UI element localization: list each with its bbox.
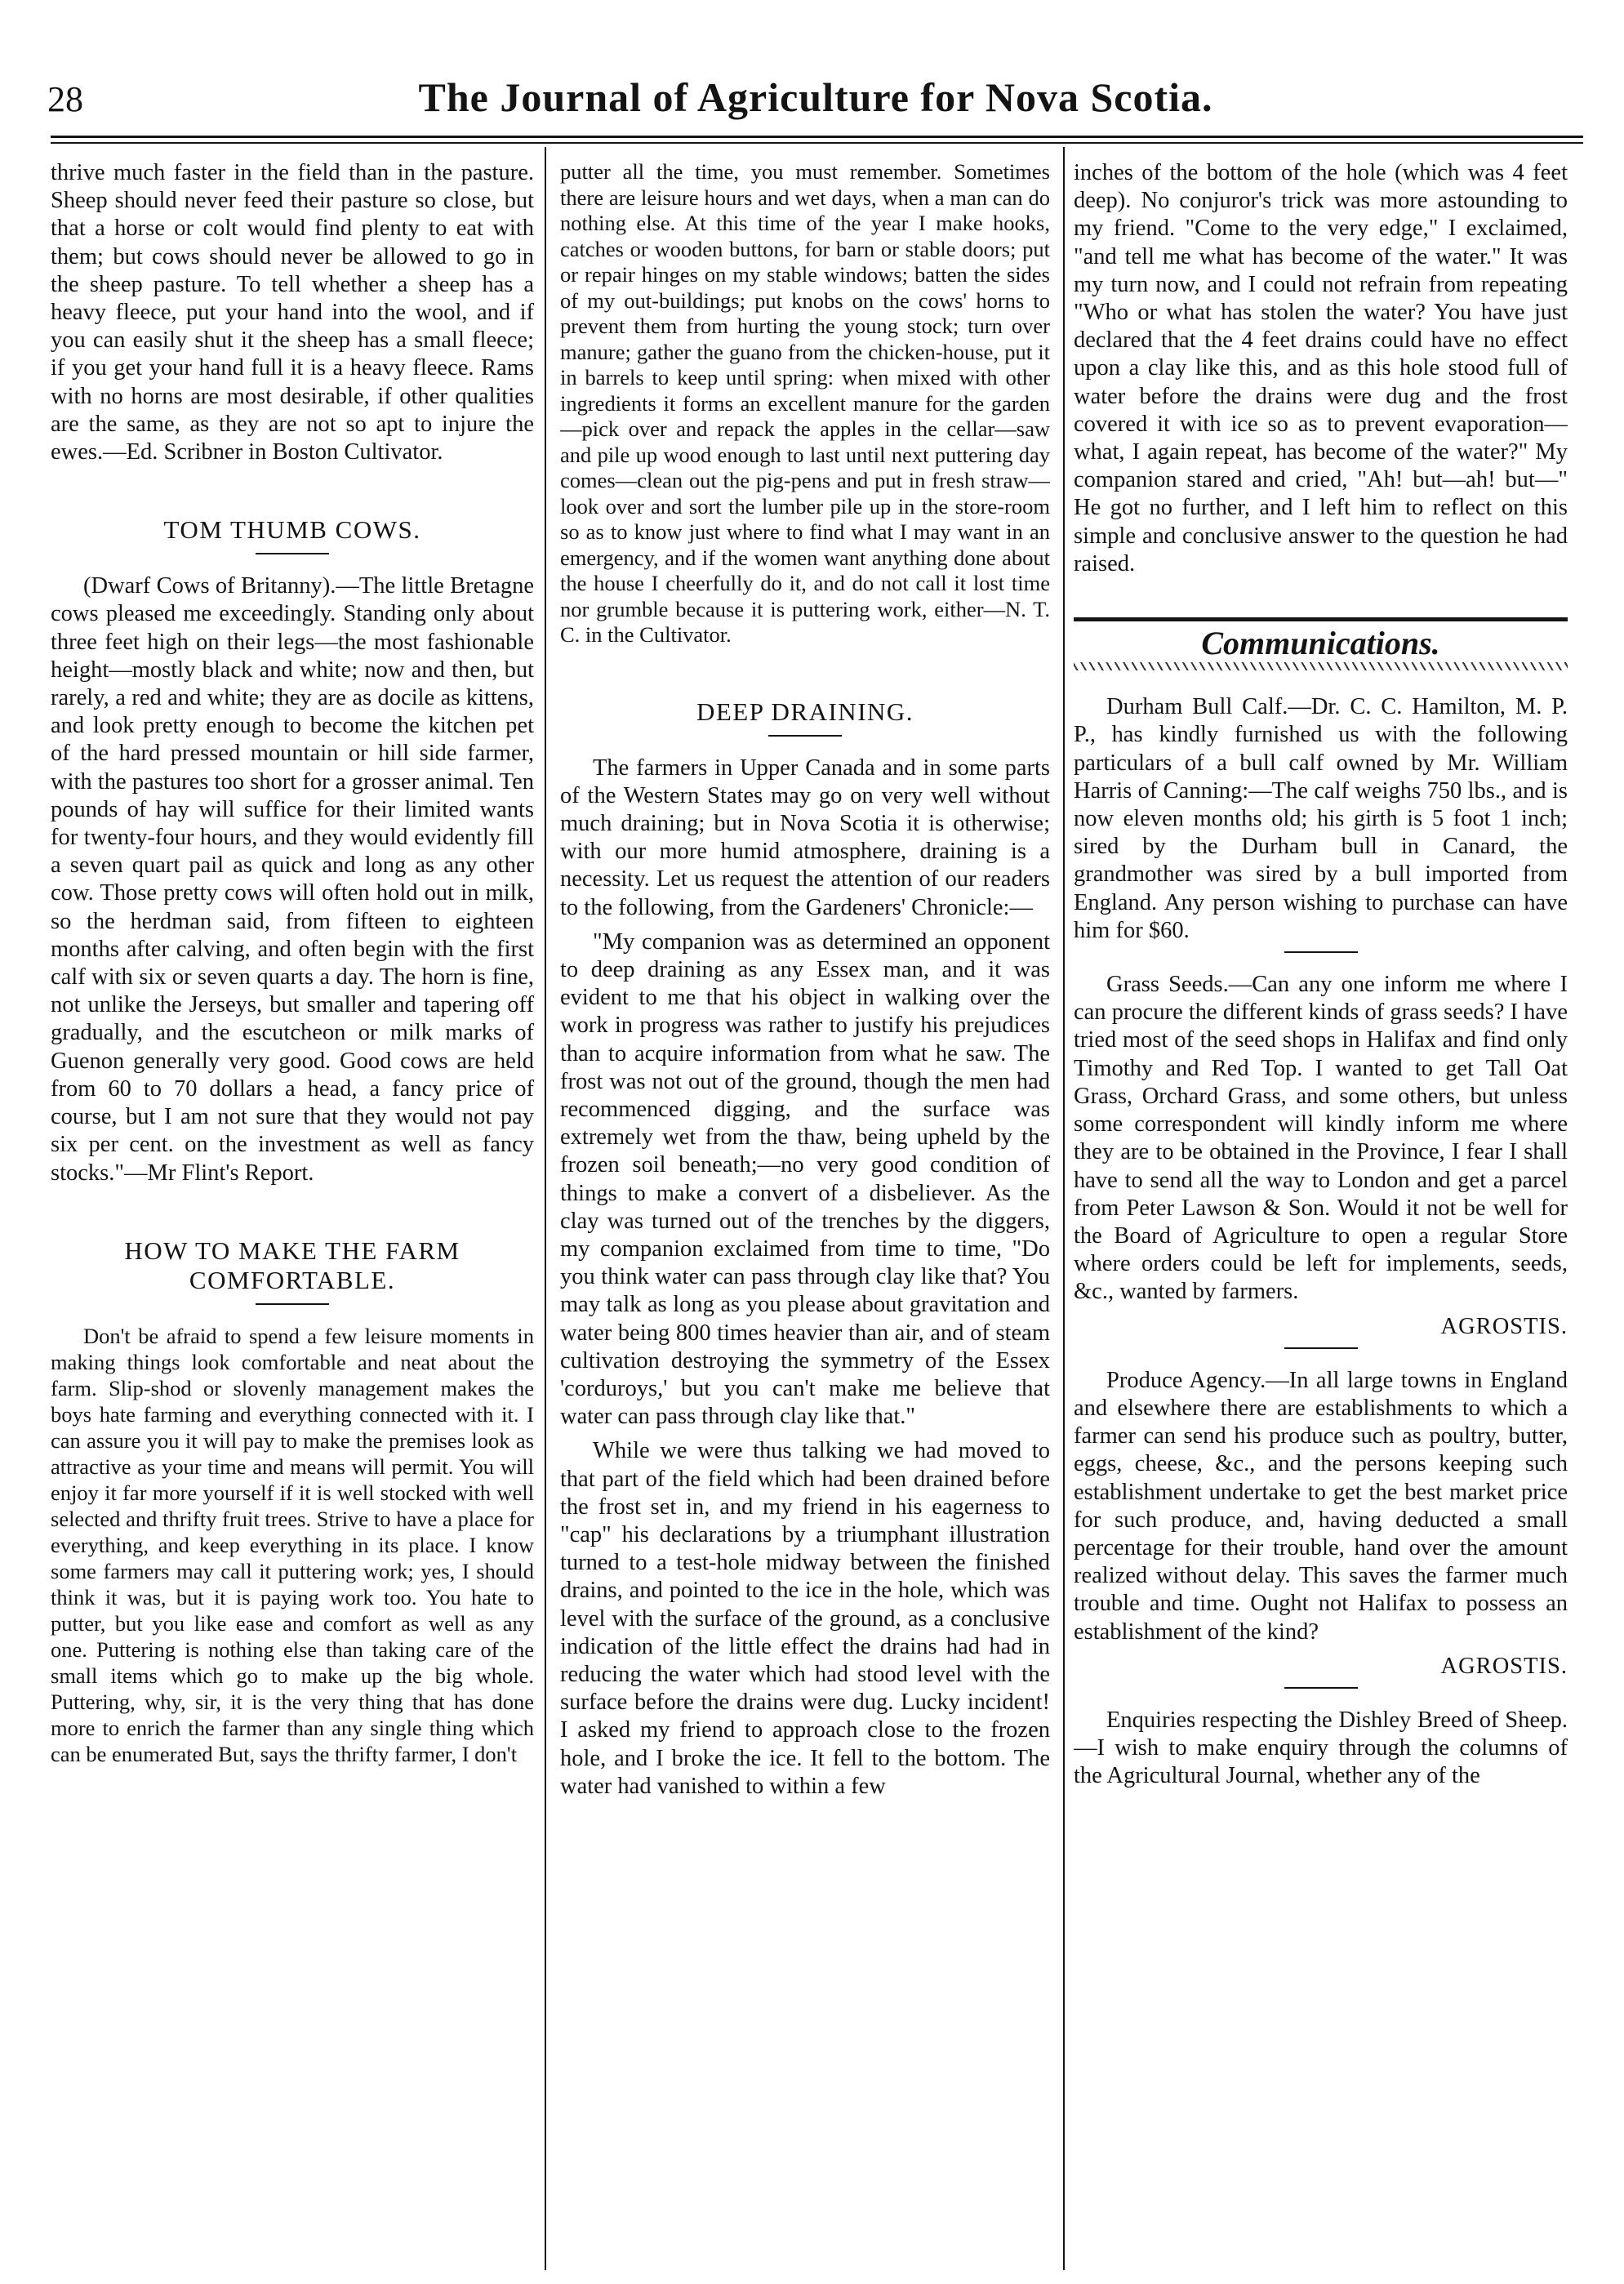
author-signature: AGROSTIS. bbox=[1440, 1313, 1568, 1339]
divider bbox=[256, 553, 329, 554]
column-left bbox=[51, 159, 534, 2274]
section-rule bbox=[1074, 617, 1568, 621]
divider bbox=[256, 1303, 329, 1305]
article-paragraph: "My companion was as determined an opponent to deep draining as any Essex man, and it was evident to me that his object in walking over the work in progress was rather to justify his prejudices than to acquire information from what he saw. The frost was not out of the ground, though the men had recommenced digging, and the surface was extremely wet from the thaw, being upheld by the frozen soil beneath;—no very good condition of things to make a convert of a disbeliever. As the clay was turned out of the trenches by the diggers, my companion exclaimed from time to time, "Do you think water can pass through clay like that? You may talk as long as you please about gravitation and water being 800 times heavier than air, and of steam cultivation destroying the symmetry of the Essex 'corduroys,' but you can't make me believe that water can pass through clay like that." bbox=[560, 928, 1050, 1430]
article-paragraph: Grass Seeds.—Can any one inform me where I can procure the different kinds of grass seeds? I have tried most of the seed shops in Halifax and find only Timothy and Red Top. I wanted to get Tall Oat Grass, Orchard Grass, and some others, but unless some correspondent will kindly inform me where they are to be obtained in the Province, I fear I shall have to send all the way to London and get a parcel from Peter Lawson & Son. Would it not be well for the Board of Agriculture to open a regular Store where orders could be left for implements, seeds, &c., wanted by farmers. bbox=[1074, 972, 1568, 1305]
article-paragraph: inches of the bottom of the hole (which was 4 feet deep). No conjuror's trick was more astounding to my friend. "Come to the very edge," I exclaimed, "and tell me what has become of the water." It was my turn now, and I could not refrain from repeating "Who or what has stolen the water? You have just declared that the 4 feet drains could have no effect upon a clay like this, and as this hole stood full of water before the drains were dug and the frost covered it with ice so as to prevent evaporation—what, I again repeat, has become of the water?" My companion stared and cried, "Ah! but—ah! but—" He got no further, and I left him to reflect on this simple and conclusive answer to the question he had raised. bbox=[1074, 160, 1568, 577]
header-rule bbox=[51, 136, 1583, 138]
article-heading: HOW TO MAKE THE FARM COMFORTABLE. bbox=[124, 1235, 461, 1294]
article-paragraph: Durham Bull Calf.—Dr. C. C. Hamilton, M. P. P., has kindly furnished us with the following particulars of a bull calf owned by Mr. William Harris of Canning:—The calf weighs 750 lbs., and is now eleven months old; his girth is 5 foot 1 inch; sired by the Durham bull in Canard, the grandmother was sired by a bull imported from England. Any person wishing to purchase can have him for $60. bbox=[1074, 694, 1568, 943]
article-paragraph: The farmers in Upper Canada and in some parts of the Western States may go on very well without much draining; but in Nova Scotia it is otherwise; with our more humid atmosphere, draining is a necessity. Let us request the attention of our readers to the following, from the Gardeners' Chronicle:— bbox=[560, 755, 1050, 920]
wavy-divider bbox=[1074, 662, 1568, 670]
article-paragraph: Don't be afraid to spend a few leisure moments in making things look comfortable and neat about the farm. Slip-shod or slovenly management makes the boys hate farming and everything connected with it. I can assure you it will pay to make the premises look as attractive as your time and means will permit. You will enjoy it far more yourself if it is well stocked with well selected and thrifty fruit trees. Strive to have a place for everything, and keep everything in its place. I know some farmers may call it puttering work; yes, I should think it was, but it is paying work too. You hate to putter, but you like ease and comfort as well as any one. Puttering is nothing else than taking care of the small items which go to make up the big whole. Puttering, why, sir, it is the very thing that has done more to enrich the farmer than any single thing which can be enumerated But, says the thrifty farmer, I don't bbox=[51, 1323, 534, 1766]
journal-title: The Journal of Agriculture for Nova Scotia. bbox=[418, 74, 1213, 120]
page-header bbox=[47, 73, 1584, 139]
divider bbox=[768, 735, 842, 737]
divider bbox=[1284, 1347, 1358, 1349]
divider bbox=[1284, 951, 1358, 953]
article-heading: TOM THUMB COWS. bbox=[163, 515, 421, 545]
column-middle bbox=[560, 159, 1050, 2274]
header-rule-thin bbox=[51, 142, 1583, 144]
article-paragraph: Produce Agency.—In all large towns in England and elsewhere there are establishments to which a farmer can send his produce such as poultry, butter, eggs, cheese, &c., and the persons keeping such establishment undertake to get the best market price for such produce, and, having deducted a small percentage for their trouble, hand over the amount realized without delay. This saves the farmer much trouble and time. Ought not Halifax to possess an establishment of the kind? bbox=[1074, 1367, 1568, 1645]
article-paragraph: Enquiries respecting the Dishley Breed of Sheep.—I wish to make enquiry through the columns of the Agricultural Journal, whether any of the bbox=[1074, 1707, 1568, 1789]
page-number: 28 bbox=[47, 79, 83, 119]
article-paragraph: putter all the time, you must remember. Sometimes there are leisure hours and wet days, when a man can do nothing else. At this time of the year I make hooks, catches or wooden buttons, for barn or stable doors; put or repair hinges on my stable windows; batten the sides of my out-buildings; put knobs on the cows' horns to prevent them from hurting the young stock; turn over manure; gather the guano from the chicken-house, put it in barrels to keep until spring: when mixed with other ingredients it forms an excellent manure for the garden—pick over and repack the apples in the cellar—saw and pile up wood enough to last until next puttering day comes—clean out the pig-pens and put in fresh straw—look over and sort the lumber pile up in the store-room so as to know just where to find what I may want in an emergency, and if the women want anything done about the house I cheerfully do it, and do not call it lost time nor grumble because it is puttering work, either—N. T. C. in the Cultivator. bbox=[560, 159, 1050, 647]
article-paragraph: thrive much faster in the field than in the pasture. Sheep should never feed their pasture so close, but that a horse or colt would find plenty to eat with them; but cows should never be allowed to go in the sheep pasture. To tell whether a sheep has a heavy fleece, put your hand into the wool, and if you can easily shut it the sheep has a small fleece; if you get your hand full it is a heavy fleece. Rams with no horns are most desirable, if other qualities are the same, as they are not so apt to injure the ewes.—Ed. Scribner in Boston Cultivator. bbox=[51, 160, 534, 465]
column-divider bbox=[1063, 147, 1065, 2270]
column-right bbox=[1074, 159, 1568, 2274]
column-divider bbox=[545, 147, 546, 2270]
article-paragraph: While we were thus talking we had moved to that part of the field which had been drained before the frost set in, and my friend in his eagerness to "cap" his declarations by a triumphant illustration turned to a test-hole midway between the finished drains, and pointed to the ice in the hole, which was level with the surface of the ground, as a conclusive indication of the little effect the drains had had in reducing the water which had stood level with the surface before the drains were dug. Lucky incident! I asked my friend to approach close to the frozen hole, and I broke the ice. It fell to the bottom. The water had vanished to within a few bbox=[560, 1438, 1050, 1799]
section-title: Communications. bbox=[1201, 625, 1440, 662]
author-signature: AGROSTIS. bbox=[1440, 1653, 1568, 1679]
article-heading: DEEP DRAINING. bbox=[696, 697, 914, 726]
divider bbox=[1284, 1687, 1358, 1689]
article-paragraph: (Dwarf Cows of Britanny).—The little Bretagne cows pleased me exceedingly. Standing only about three feet high on their legs—the most fashionable height—mostly black and white; now and then, but rarely, a red and white; they are as docile as kittens, and look pretty enough to become the kitchen pet of the hard pressed mountain or hill side farmer, with the pastures too short for a grosser animal. Ten pounds of hay will suffice for their limited wants for twenty-four hours, and they would evidently fill a seven quart pail as quick and long as any other cow. Those pretty cows will often hold out in milk, so the herdman said, from fifteen to eighteen months after calving, and often begin with the first calf with six or seven quarts a day. The horn is fine, not unlike the Jerseys, but smaller and tapering off gradually, and the escutcheon or milk marks of Guenon generally very good. Good cows are held from 60 to 70 dollars a head, a fancy price of course, but I am not sure that they would not pay six per cent. on the investment as well as fancy stocks."—Mr Flint's Report. bbox=[51, 573, 534, 1186]
